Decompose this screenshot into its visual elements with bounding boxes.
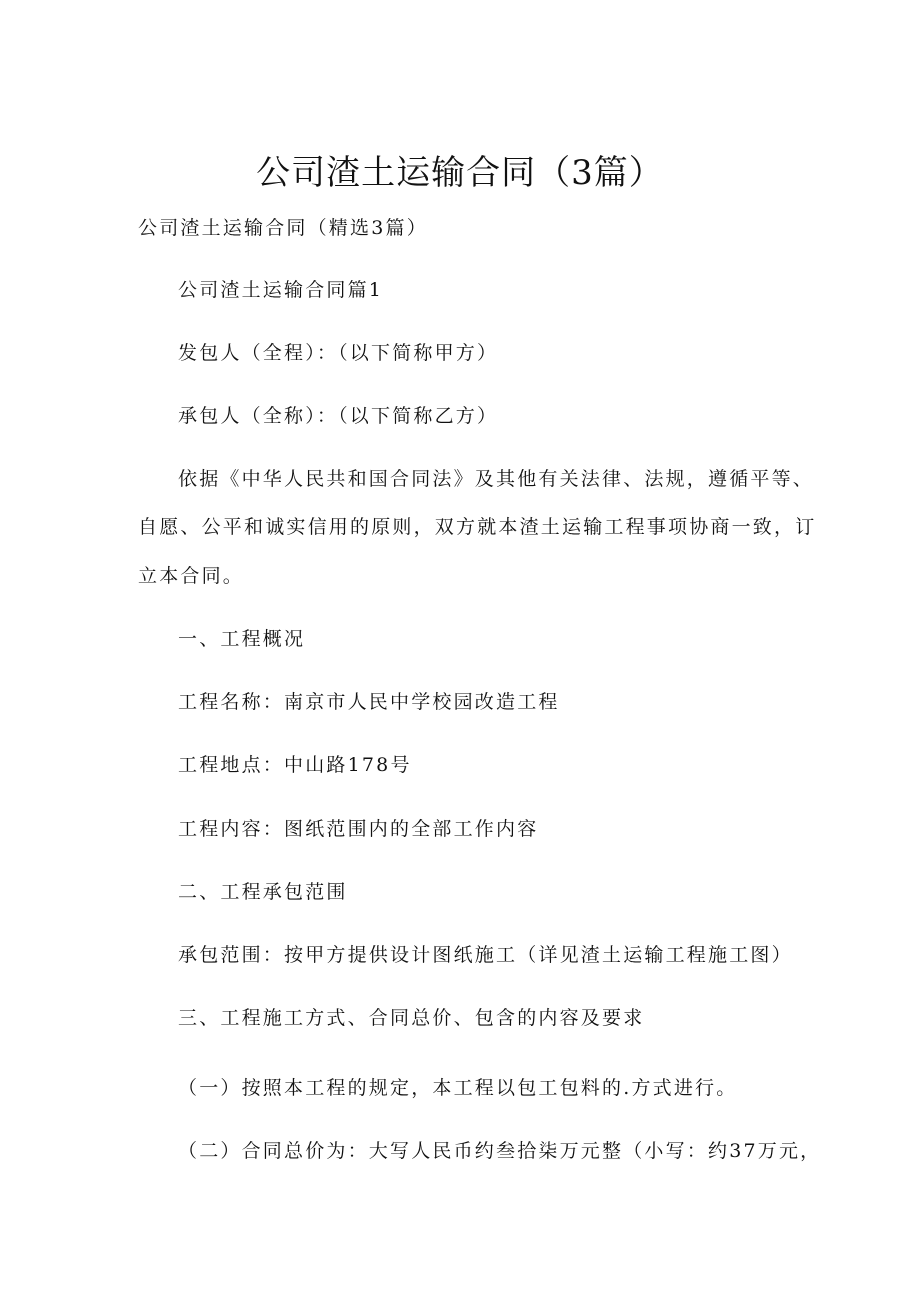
project-name-line: 工程名称：南京市人民中学校园改造工程: [178, 691, 560, 713]
clause-1-line: （一）按照本工程的规定，本工程以包工包料的.方式进行。: [178, 1077, 738, 1099]
clause-2-line: （二）合同总价为：大写人民币约叁拾柒万元整（小写：约37万元，: [178, 1140, 822, 1162]
document-subtitle: 公司渣土运输合同（精选3篇）: [138, 217, 428, 239]
preamble-line-1: 依据《中华人民共和国合同法》及其他有关法律、法规，遵循平等、: [178, 468, 815, 490]
project-location-line: 工程地点：中山路178号: [178, 754, 412, 776]
article-1-heading: 一、工程概况: [178, 628, 306, 650]
section-heading: 公司渣土运输合同篇1: [178, 279, 384, 301]
preamble-line-2: 自愿、公平和诚实信用的原则，双方就本渣土运输工程事项协商一致，订: [138, 516, 817, 538]
project-content-line: 工程内容：图纸范围内的全部工作内容: [178, 818, 539, 840]
scope-line: 承包范围：按甲方提供设计图纸施工（详见渣土运输工程施工图）: [178, 944, 793, 966]
preamble-line-3: 立本合同。: [138, 565, 245, 587]
employer-line: 发包人（全程）：（以下简称甲方）: [178, 342, 499, 364]
article-3-heading: 三、工程施工方式、合同总价、包含的内容及要求: [178, 1007, 645, 1029]
article-2-heading: 二、工程承包范围: [178, 881, 348, 903]
document-title: 公司渣土运输合同（3篇）: [256, 153, 664, 193]
contractor-line: 承包人（全称）：（以下简称乙方）: [178, 405, 499, 427]
